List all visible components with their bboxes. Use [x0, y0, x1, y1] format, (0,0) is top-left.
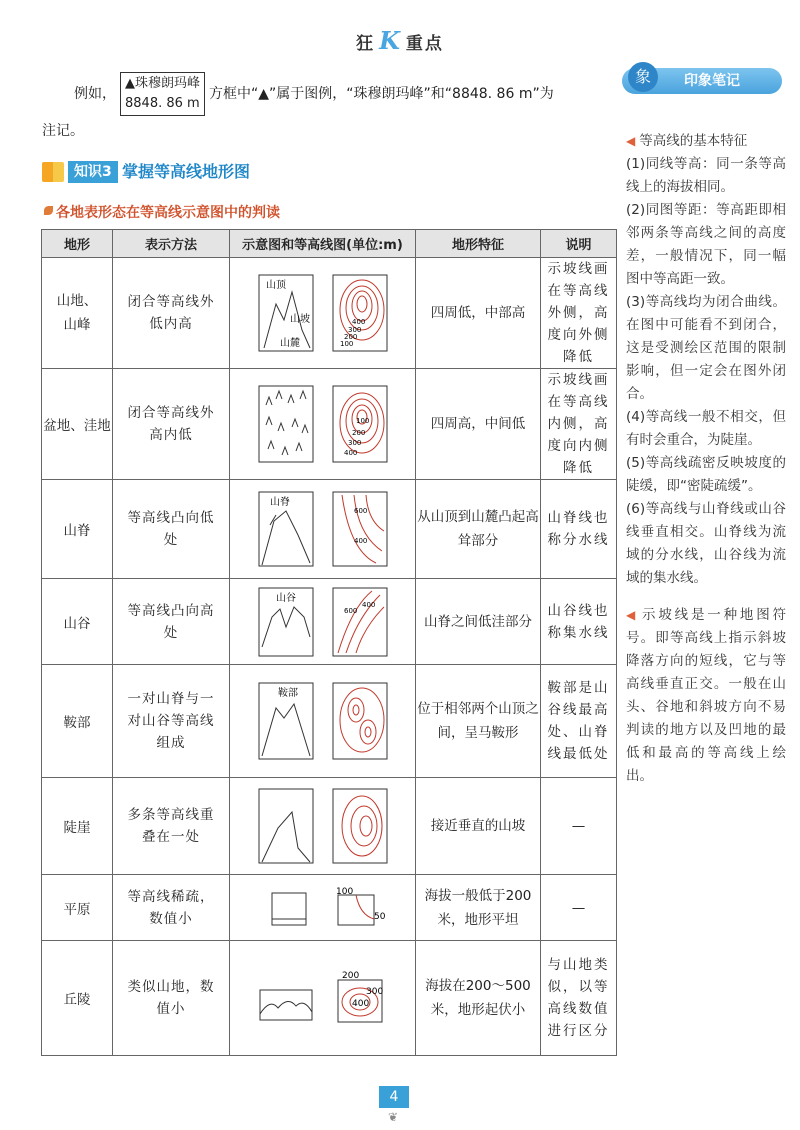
sketch-label: 山顶 — [265, 280, 286, 291]
terrain-table — [41, 229, 617, 1056]
method-cell: 等高线凸向高处 — [113, 579, 230, 665]
note-cell: 示坡线画在等高线内侧，高度向内侧降低 — [541, 369, 617, 480]
plain-sketch — [258, 885, 314, 931]
contour-label: 200 — [351, 429, 365, 437]
section-title: 掌握等高线地形图 — [122, 162, 251, 181]
terrain-name: 山地、 山峰 — [42, 258, 113, 369]
notes-badge: 印象笔记 — [622, 68, 782, 94]
table-row — [42, 875, 617, 941]
sketch-label: 山麓 — [279, 338, 300, 349]
elephant-icon: 象 — [628, 62, 658, 92]
intro-after-box: 方框中“▲”属于图例，“珠穆朗玛峰”和“8848. 86 m”为 — [209, 86, 554, 102]
note-cell: 鞍部是山谷线最高处、山脊线最低处 — [541, 665, 617, 778]
note-item: (6)等高线与山脊线或山谷线垂直相交。山脊线为流域的分水线，山谷线为流域的集水线。 — [626, 501, 786, 586]
diagram-cell — [230, 778, 416, 875]
note-cell: 与山地类似，以等高线数值进行区分 — [541, 941, 617, 1056]
cliff-sketch — [258, 788, 314, 864]
legend-symbol-text: ▲珠穆朗玛峰 — [125, 76, 200, 91]
valley-sketch — [258, 587, 314, 657]
book-icon — [42, 162, 64, 182]
contour-label: 400 — [351, 318, 365, 326]
feature-cell: 接近垂直的山坡 — [416, 778, 541, 875]
intro-prefix: 例如， — [74, 86, 116, 102]
ridge-contour — [332, 491, 388, 567]
diagram-cell — [230, 665, 416, 778]
method-cell: 一对山脊与一对山谷等高线组成 — [113, 665, 230, 778]
sketch-label: 山坡 — [289, 314, 310, 325]
basin-contour — [332, 385, 388, 463]
table-row — [42, 480, 617, 579]
note-item: (2)同图等距：等高距即相邻两条等高线之间的高度差，一般情况下，同一幅图中等高距一致。 — [626, 202, 786, 287]
contour-label: 200 — [343, 333, 357, 341]
terrain-name: 山谷 — [42, 579, 113, 665]
method-cell: 闭合等高线外高内低 — [113, 369, 230, 480]
note-item: (4)等高线一般不相交，但有时会重合，为陡崖。 — [626, 409, 786, 448]
table-row — [42, 369, 617, 480]
method-cell: 闭合等高线外低内高 — [113, 258, 230, 369]
triangle-bullet-icon: ◀ — [626, 608, 639, 622]
feature-cell: 海拔在200～500米，地形起伏小 — [416, 941, 541, 1056]
table-row — [42, 778, 617, 875]
note-paragraph-text: 示坡线是一种地图符号。即等高线上指示斜坡降落方向的短线，它与等高线垂直正交。一般在山头、谷地和斜坡方向不易判读的地方以及凹地的最低和最高的等高线上绘出。 — [626, 607, 787, 784]
feature-cell: 四周低，中部高 — [416, 258, 541, 369]
contour-label: 600 — [343, 606, 357, 615]
table-row — [42, 579, 617, 665]
table-row — [42, 941, 617, 1056]
contour-label: 100 — [335, 886, 353, 897]
hill-contour — [332, 968, 388, 1028]
cliff-contour — [332, 788, 388, 864]
triangle-bullet-icon: ◀ — [626, 134, 636, 148]
terrain-name: 鞍部 — [42, 665, 113, 778]
contour-label: 400 — [343, 449, 357, 457]
intro-line — [74, 72, 634, 116]
leaf-bullet-icon — [44, 206, 53, 215]
method-cell: 多条等高线重叠在一处 — [113, 778, 230, 875]
col-header: 说明 — [541, 230, 617, 258]
terrain-name: 丘陵 — [42, 941, 113, 1056]
col-header: 地形特征 — [416, 230, 541, 258]
contour-features-note — [626, 130, 786, 590]
terrain-name: 盆地、洼地 — [42, 369, 113, 480]
diagram-cell — [230, 875, 416, 941]
contour-label: 400 — [361, 600, 375, 609]
contour-label: 100 — [339, 340, 353, 348]
slope-line-note — [626, 604, 786, 788]
plain-contour — [332, 885, 388, 931]
sketch-label: 山脊 — [269, 497, 290, 508]
ridge-sketch — [258, 491, 314, 567]
terrain-name: 平原 — [42, 875, 113, 941]
note-cell: 示坡线画在等高线外侧，高度向外侧降低 — [541, 258, 617, 369]
note-cell: — — [541, 875, 617, 941]
col-header: 示意图和等高线图(单位:m) — [230, 230, 416, 258]
subsection-title: 各地表形态在等高线示意图中的判读 — [56, 205, 280, 221]
note-cell: 山谷线也称集水线 — [541, 579, 617, 665]
contour-label: 600 — [353, 507, 367, 515]
running-header — [0, 26, 800, 55]
sketch-label: 鞍部 — [277, 688, 298, 699]
feature-cell: 海拔一般低于200米，地形平坦 — [416, 875, 541, 941]
table-row — [42, 258, 617, 369]
terrain-name: 陡崖 — [42, 778, 113, 875]
feature-cell: 位于相邻两个山顶之间，呈马鞍形 — [416, 665, 541, 778]
header-right: 重点 — [405, 34, 444, 54]
intro-line2: 注记。 — [42, 123, 84, 139]
page-number: 4 — [379, 1086, 409, 1108]
note-cell: 山脊线也称分水线 — [541, 480, 617, 579]
method-cell: 类似山地，数值小 — [113, 941, 230, 1056]
legend-example-box — [120, 72, 205, 116]
diagram-cell — [230, 480, 416, 579]
sketch-label: 山谷 — [275, 592, 296, 604]
note-heading-text: 等高线的基本特征 — [639, 133, 748, 149]
col-header: 表示方法 — [113, 230, 230, 258]
contour-label: 100 — [355, 417, 369, 425]
contour-label: 400 — [351, 999, 369, 1009]
table-header-row — [42, 230, 617, 258]
basin-sketch — [258, 385, 314, 463]
note-cell: — — [541, 778, 617, 875]
diagram-cell — [230, 369, 416, 480]
saddle-sketch — [258, 682, 314, 760]
note-item: (3)等高线均为闭合曲线。在图中可能看不到闭合，这是受测绘区范围的限制影响，但一定会在图外闭合。 — [626, 294, 786, 402]
sidebar-notes — [626, 130, 786, 802]
contour-label: 400 — [353, 537, 367, 545]
contour-label: 50 — [373, 911, 385, 922]
diagram-cell — [230, 258, 416, 369]
feature-cell: 山脊之间低洼部分 — [416, 579, 541, 665]
section-tag: 知识3 — [68, 161, 118, 183]
note-item: (5)等高线疏密反映坡度的陡缓，即“密陡疏缓”。 — [626, 455, 786, 494]
valley-contour — [332, 587, 388, 657]
header-left: 狂 — [356, 34, 376, 54]
contour-label: 300 — [365, 987, 383, 997]
note-paragraph — [626, 604, 786, 788]
note-item: (1)同线等高：同一条等高线上的海拔相同。 — [626, 156, 786, 195]
header-k-logo: K — [379, 26, 402, 55]
table-row — [42, 665, 617, 778]
mountain-contour — [332, 274, 388, 352]
col-header: 地形 — [42, 230, 113, 258]
contour-label: 300 — [347, 439, 361, 447]
page-ornament-icon: ❦ — [388, 1110, 399, 1124]
method-cell: 等高线凸向低处 — [113, 480, 230, 579]
diagram-cell — [230, 941, 416, 1056]
feature-cell: 四周高，中间低 — [416, 369, 541, 480]
saddle-contour — [332, 682, 388, 760]
terrain-name: 山脊 — [42, 480, 113, 579]
method-cell: 等高线稀疏，数值小 — [113, 875, 230, 941]
note-heading — [626, 130, 786, 153]
mountain-sketch — [258, 274, 314, 352]
contour-label: 300 — [347, 326, 361, 334]
contour-label: 200 — [341, 971, 359, 981]
hill-sketch — [258, 968, 314, 1028]
legend-value-text: 8848. 86 m — [125, 96, 200, 111]
diagram-cell — [230, 579, 416, 665]
feature-cell: 从山顶到山麓凸起高耸部分 — [416, 480, 541, 579]
